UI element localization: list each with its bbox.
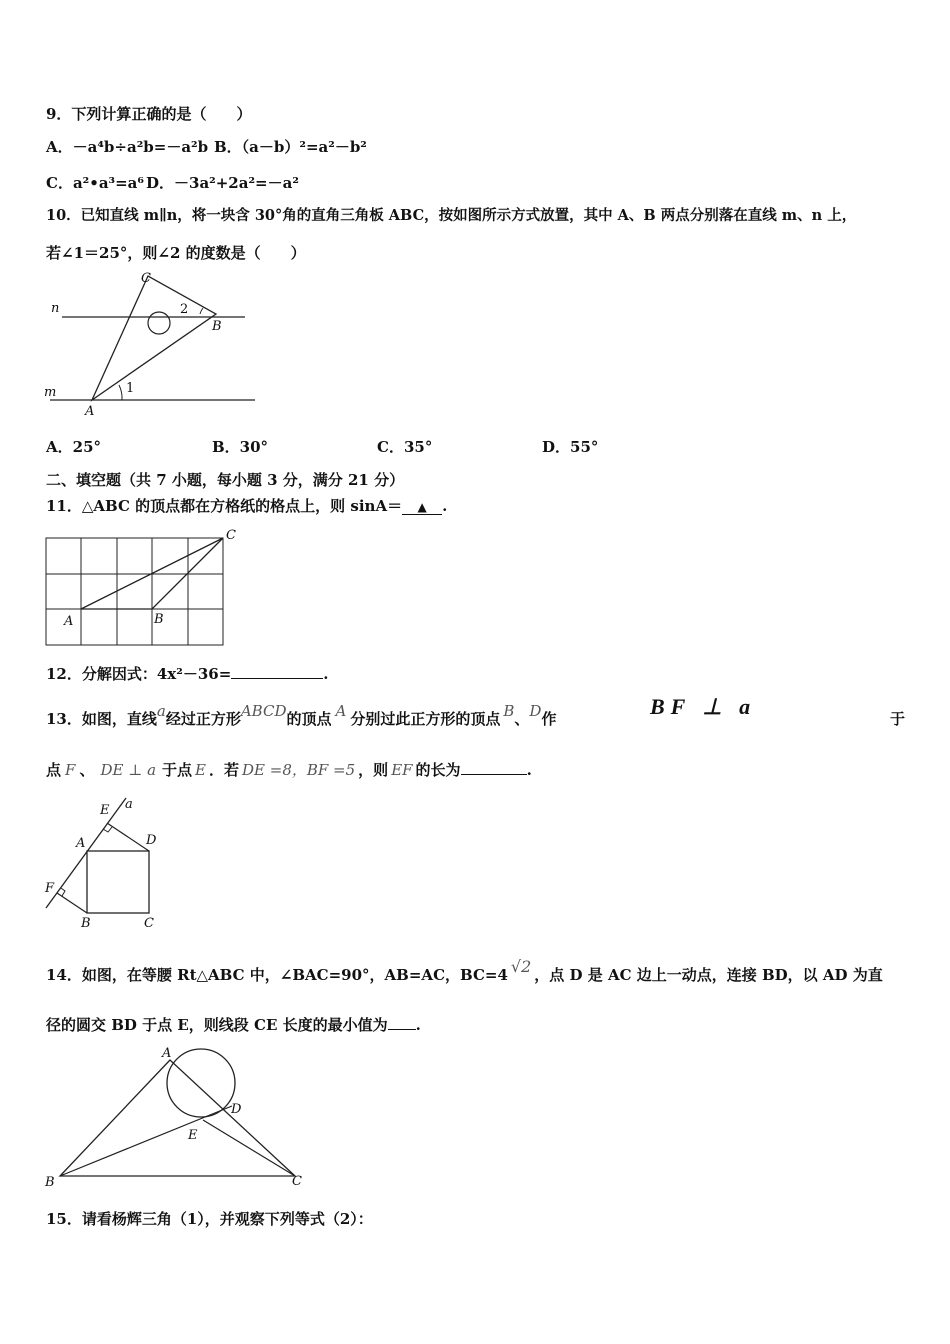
label-a: A xyxy=(64,614,74,629)
label-m: m xyxy=(44,385,57,400)
q14-figure xyxy=(40,1042,320,1192)
q11-stem: 11．△ABC 的顶点都在方格纸的格点上，则 sinA＝ xyxy=(46,497,403,515)
q14-line2 xyxy=(46,1014,421,1035)
label-d: D xyxy=(231,1102,242,1117)
q11-answer-mark: ▲ xyxy=(417,500,427,514)
segment-de xyxy=(107,823,149,851)
label-b: B xyxy=(212,319,222,334)
label-angle2: 2 xyxy=(180,302,189,317)
q13-text-4: 分别过此正方形的顶点 xyxy=(350,710,501,728)
q9-option-a: A．－a⁴b÷a²b=－a²b xyxy=(46,138,209,156)
q10-option-a: A．25° xyxy=(46,438,102,456)
q13-var-E: E xyxy=(195,761,206,779)
q13-text-6: 于 xyxy=(890,710,906,728)
q13-end: . xyxy=(526,761,532,779)
q13-var-F: F xyxy=(65,761,76,779)
q13-line2 xyxy=(46,759,532,780)
right-angle-f xyxy=(61,888,65,896)
triangle-abc xyxy=(60,1060,295,1176)
label-a-line: a xyxy=(125,797,133,812)
q13-text-8: 于点 xyxy=(162,761,193,779)
q12-end: . xyxy=(323,665,329,683)
q13-text-10: ，则 xyxy=(358,761,389,779)
label-a: A xyxy=(162,1046,172,1061)
q13-given-lengths: DE =8，BF =5 xyxy=(242,761,356,779)
angle2-arc xyxy=(200,308,203,314)
angle1-arc xyxy=(119,385,122,400)
q9-stem: 9．下列计算正确的是（ ） xyxy=(46,105,252,123)
q11-answer-blank xyxy=(402,500,442,515)
q9-option-d: D．－3a²+2a²=－a² xyxy=(146,174,299,192)
q9-option-b: B．（a－b）²=a²－b² xyxy=(214,138,367,156)
q12-stem-line xyxy=(46,663,329,684)
q14-line1 xyxy=(46,957,883,985)
q11-end: . xyxy=(442,497,448,515)
q14-text-3: 径的圆交 BD 于点 E，则线段 CE 长度的最小值为 xyxy=(46,1016,388,1034)
q13-var-a: a xyxy=(156,702,166,720)
label-b: B xyxy=(154,612,164,627)
q13-var-abcd: ABCD xyxy=(240,702,287,720)
q13-text-5: 作 xyxy=(541,710,557,728)
q13-text-3: 的顶点 xyxy=(286,710,332,728)
q11-stem-line xyxy=(46,495,447,516)
q14-text-2: ，点 D 是 AC 边上一动点，连接 BD，以 AD 为直 xyxy=(534,966,883,984)
q14-answer-blank xyxy=(388,1015,416,1030)
q14-sqrt2: √2 xyxy=(510,957,532,976)
q13-var-EF: EF xyxy=(391,761,413,779)
triangle-abc xyxy=(92,276,216,400)
q9-option-c: C．a²•a³=a⁶ xyxy=(46,174,144,192)
q13-var-A: A xyxy=(335,702,347,720)
segment-bf xyxy=(57,893,87,913)
section2-heading: 二、填空题（共 7 小题，每小题 3 分，满分 21 分） xyxy=(46,471,405,489)
label-e: E xyxy=(188,1128,198,1143)
label-f: F xyxy=(45,881,55,896)
q14-end: . xyxy=(415,1016,421,1034)
q13-figure xyxy=(40,794,170,940)
label-d: D xyxy=(146,833,157,848)
label-angle1: 1 xyxy=(126,381,135,396)
q12-answer-blank xyxy=(231,664,323,679)
label-c: C xyxy=(144,916,154,931)
q13-bf-perp-a: BF ⊥ a xyxy=(650,694,757,719)
q11-figure xyxy=(40,528,250,650)
label-a: A xyxy=(85,404,95,419)
line-a xyxy=(46,798,126,908)
q10-option-d: D．55° xyxy=(542,438,599,456)
q15-stem: 15．请看杨辉三角（1），并观察下列等式（2）： xyxy=(46,1210,373,1228)
triangle-hole xyxy=(148,312,170,334)
q13-text-11: 的长为 xyxy=(415,761,461,779)
q12-stem: 12．分解因式：4x²－36= xyxy=(46,665,232,683)
q13-var-B: B xyxy=(503,702,515,720)
q13-de-perp-a: DE ⊥ a xyxy=(100,761,157,779)
q13-line1 xyxy=(46,702,557,729)
q13-sep: 、 xyxy=(514,710,530,728)
q13-sep2: 、 xyxy=(79,761,95,779)
label-c: C xyxy=(141,271,151,286)
label-b: B xyxy=(81,916,91,931)
q10-option-c: C．35° xyxy=(377,438,433,456)
q13-text-9: ．若 xyxy=(208,761,239,779)
q13-answer-blank xyxy=(461,760,527,775)
circle-ad xyxy=(167,1049,235,1117)
square-abcd xyxy=(87,851,149,913)
q14-text-1: 14．如图，在等腰 Rt△ABC 中，∠BAC=90°，AB=AC，BC=4 xyxy=(46,966,508,984)
segment-ce xyxy=(203,1120,295,1176)
label-c: C xyxy=(292,1174,302,1189)
q10-stem-line1: 10．已知直线 m∥n，将一块含 30°角的直角三角板 ABC，按如图所示方式放置，其中 A、B 两点分别落在直线 m、n 上， xyxy=(46,207,857,224)
q10-figure xyxy=(40,268,270,420)
label-n: n xyxy=(51,301,60,316)
q10-stem-line2: 若∠1＝25°，则∠2 的度数是（ ） xyxy=(46,244,306,262)
q10-option-b: B．30° xyxy=(212,438,269,456)
label-a: A xyxy=(76,836,86,851)
label-e: E xyxy=(100,803,110,818)
label-b: B xyxy=(45,1175,55,1190)
q13-text-1: 13．如图，直线 xyxy=(46,710,157,728)
q13-text-7: 点 xyxy=(46,761,62,779)
q13-text-2: 经过正方形 xyxy=(165,710,241,728)
label-c: C xyxy=(226,528,236,543)
q13-var-D: D xyxy=(529,702,542,720)
